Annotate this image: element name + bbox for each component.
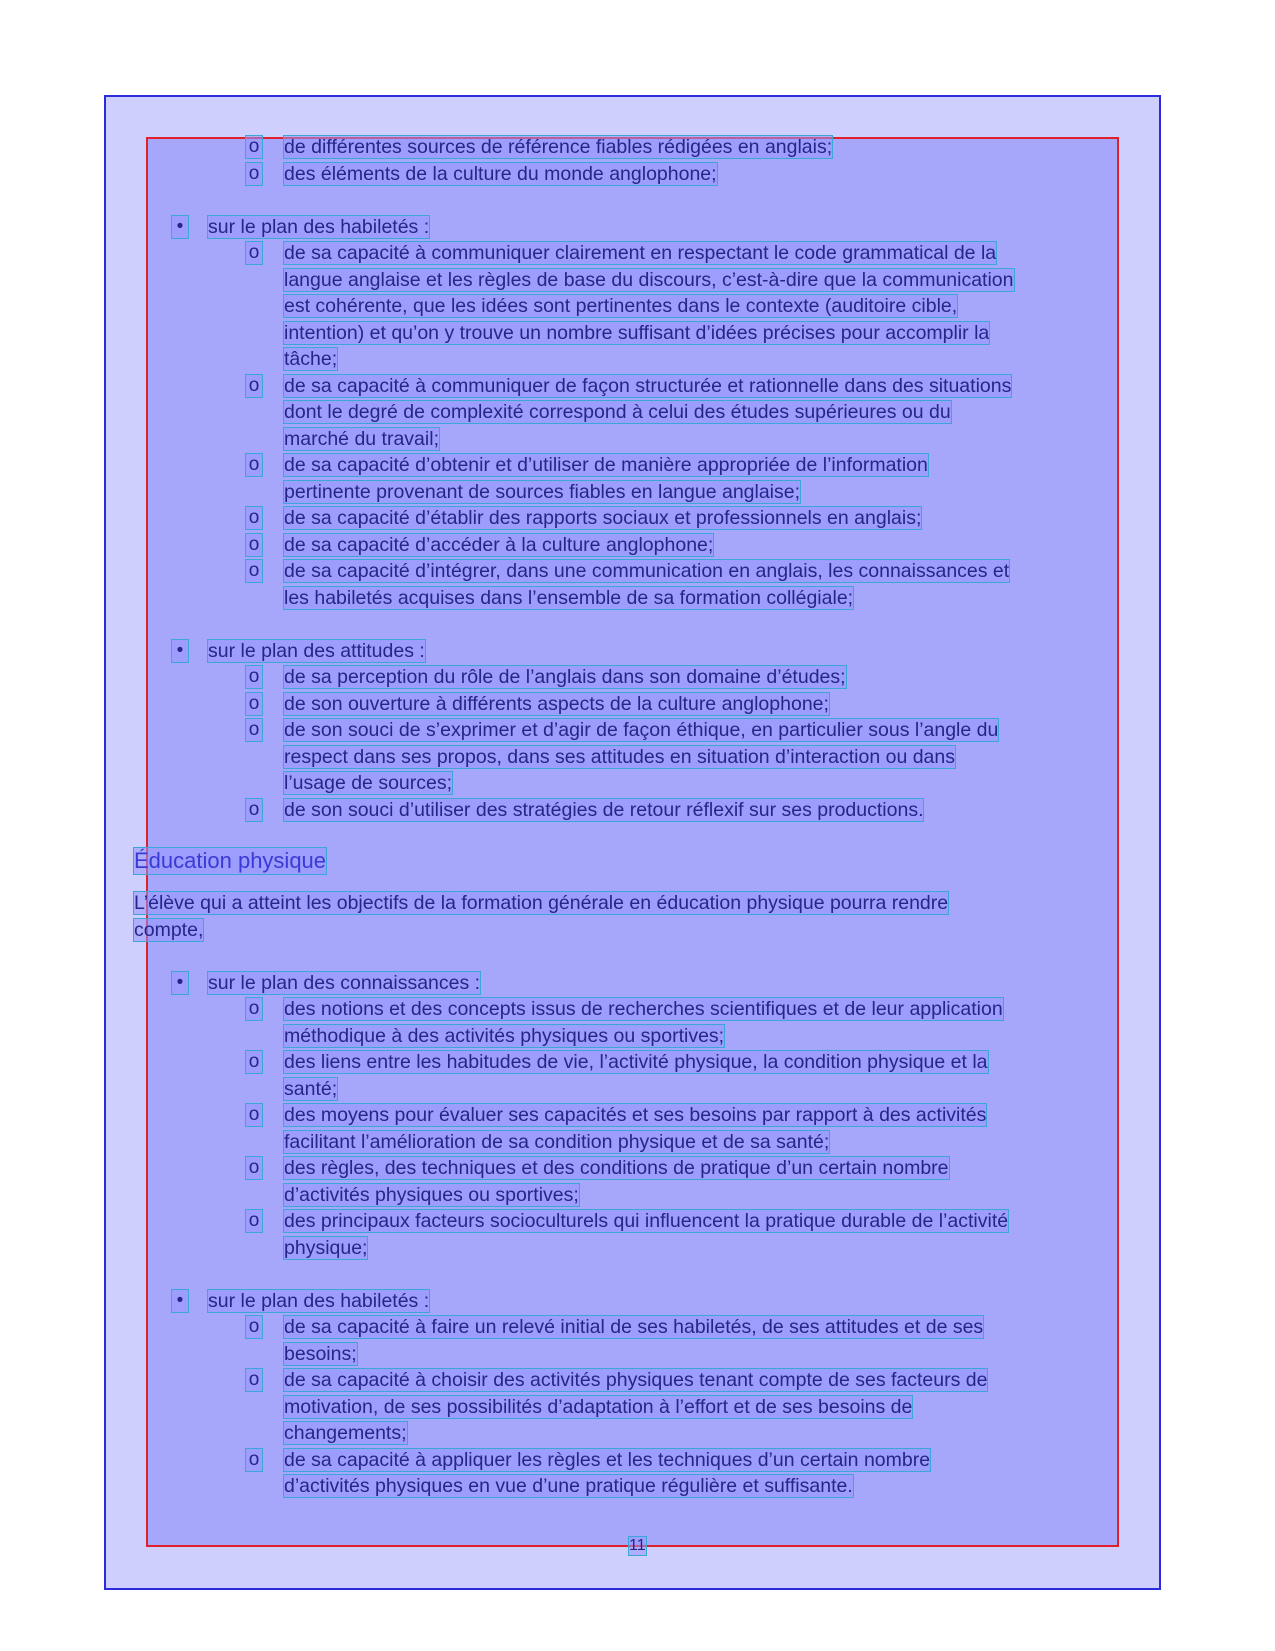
sub-item-line: de sa capacité d’intégrer, dans une communication en anglais, les connaissances et <box>284 560 1010 582</box>
sub-bullet-marker: o <box>246 1449 262 1471</box>
page-number: 11 <box>629 1537 646 1554</box>
section-heading: sur le plan des habiletés : <box>208 215 430 238</box>
sub-bullet-marker: o <box>246 1157 262 1179</box>
sub-item-line: motivation, de ses possibilités d’adaptation à l’effort et de ses besoins de <box>284 1395 913 1418</box>
section-heading: sur le plan des connaissances : <box>208 971 481 994</box>
sub-item-line: méthodique à des activités physiques ou sportives; <box>284 1024 725 1047</box>
sub-bullet-marker: o <box>246 1104 262 1126</box>
sub-item-line: de sa capacité d’accéder à la culture anglophone; <box>284 533 714 556</box>
section-heading: sur le plan des attitudes : <box>208 639 425 662</box>
sub-item-line: facilitant l’amélioration de sa condition physique et de sa santé; <box>284 1130 830 1153</box>
bullet-marker: • <box>172 972 188 994</box>
sub-item-line: dont le degré de complexité correspond à celui des études supérieures ou du <box>284 401 951 423</box>
sub-item-line: des règles, des techniques et des conditions de pratique d’un certain nombre <box>284 1157 949 1179</box>
section-title: Éducation physique <box>134 847 327 873</box>
sub-item-line: langue anglaise et les règles de base du discours, c’est-à-dire que la communication <box>284 268 1014 291</box>
sub-item-line: d’activités physiques en vue d’une pratique régulière et suffisante. <box>284 1475 853 1497</box>
sub-item-line: de son souci de s’exprimer et d’agir de façon éthique, en particulier sous l’angle du <box>284 719 999 741</box>
sub-item-line: des liens entre les habitudes de vie, l’activité physique, la condition physique et la <box>284 1051 988 1073</box>
paragraph-line: compte, <box>134 918 204 941</box>
sub-item-line: de sa capacité d’obtenir et d’utiliser de manière appropriée de l’information <box>284 454 928 476</box>
sub-item-line: l’usage de sources; <box>284 772 453 794</box>
sub-bullet-marker: o <box>246 998 262 1020</box>
bullet-marker: • <box>172 216 188 238</box>
sub-item-line: tâche; <box>284 348 338 370</box>
sub-bullet-marker: o <box>246 719 262 741</box>
section-heading: sur le plan des habiletés : <box>208 1289 430 1312</box>
sub-bullet-marker: o <box>246 534 262 556</box>
sub-item-line: des éléments de la culture du monde anglophone; <box>284 162 717 185</box>
paragraph-line: L’élève qui a atteint les objectifs de la formation générale en éducation physique pourra rendre <box>134 892 949 914</box>
sub-item-line: de son souci d’utiliser des stratégies de retour réflexif sur ses productions. <box>284 798 924 821</box>
sub-item-line: changements; <box>284 1422 407 1444</box>
sub-item-line: de sa capacité à communiquer clairement en respectant le code grammatical de la <box>284 242 997 264</box>
sub-bullet-marker: o <box>246 666 262 688</box>
bullet-marker: • <box>172 1290 188 1312</box>
sub-bullet-marker: o <box>246 560 262 582</box>
bullet-marker: • <box>172 640 188 662</box>
sub-bullet-marker: o <box>246 136 262 158</box>
sub-bullet-marker: o <box>246 375 262 397</box>
sub-bullet-marker: o <box>246 1051 262 1073</box>
sub-bullet-marker: o <box>246 1369 262 1391</box>
sub-item-line: des moyens pour évaluer ses capacités et ses besoins par rapport à des activités <box>284 1104 987 1126</box>
sub-item-line: santé; <box>284 1077 338 1100</box>
sub-item-line: de sa capacité à communiquer de façon structurée et rationnelle dans des situations <box>284 374 1012 397</box>
sub-item-line: de sa perception du rôle de l’anglais dans son domaine d’études; <box>284 666 846 688</box>
sub-item-line: de différentes sources de référence fiables rédigées en anglais; <box>284 136 833 158</box>
sub-bullet-marker: o <box>246 1316 262 1338</box>
sub-bullet-marker: o <box>246 454 262 476</box>
sub-item-line: des principaux facteurs socioculturels qui influencent la pratique durable de l’activité <box>284 1210 1009 1232</box>
sub-item-line: de sa capacité à appliquer les règles et les techniques d’un certain nombre <box>284 1448 931 1471</box>
sub-item-line: de sa capacité à faire un relevé initial de ses habiletés, de ses attitudes et de ses <box>284 1316 984 1338</box>
sub-item-line: de sa capacité à choisir des activités physiques tenant compte de ses facteurs de <box>284 1369 988 1391</box>
sub-bullet-marker: o <box>246 1210 262 1232</box>
sub-item-line: intention) et qu’on y trouve un nombre suffisant d’idées précises pour accomplir la <box>284 321 990 344</box>
sub-item-line: respect dans ses propos, dans ses attitudes en situation d’interaction ou dans <box>284 745 955 768</box>
sub-item-line: marché du travail; <box>284 427 439 450</box>
sub-item-line: de son ouverture à différents aspects de la culture anglophone; <box>284 692 829 715</box>
sub-bullet-marker: o <box>246 163 262 185</box>
sub-bullet-marker: o <box>246 799 262 821</box>
sub-item-line: physique; <box>284 1236 368 1259</box>
sub-item-line: pertinente provenant de sources fiables en langue anglaise; <box>284 480 801 503</box>
sub-item-line: de sa capacité d’établir des rapports sociaux et professionnels en anglais; <box>284 507 922 529</box>
sub-item-line: est cohérente, que les idées sont pertinentes dans le contexte (auditoire cible, <box>284 295 958 317</box>
sub-item-line: besoins; <box>284 1342 357 1365</box>
sub-item-line: des notions et des concepts issus de recherches scientifiques et de leur application <box>284 998 1003 1020</box>
sub-bullet-marker: o <box>246 693 262 715</box>
sub-bullet-marker: o <box>246 242 262 264</box>
sub-item-line: d’activités physiques ou sportives; <box>284 1183 579 1206</box>
sub-bullet-marker: o <box>246 507 262 529</box>
sub-item-line: les habiletés acquises dans l’ensemble de sa formation collégiale; <box>284 586 854 609</box>
